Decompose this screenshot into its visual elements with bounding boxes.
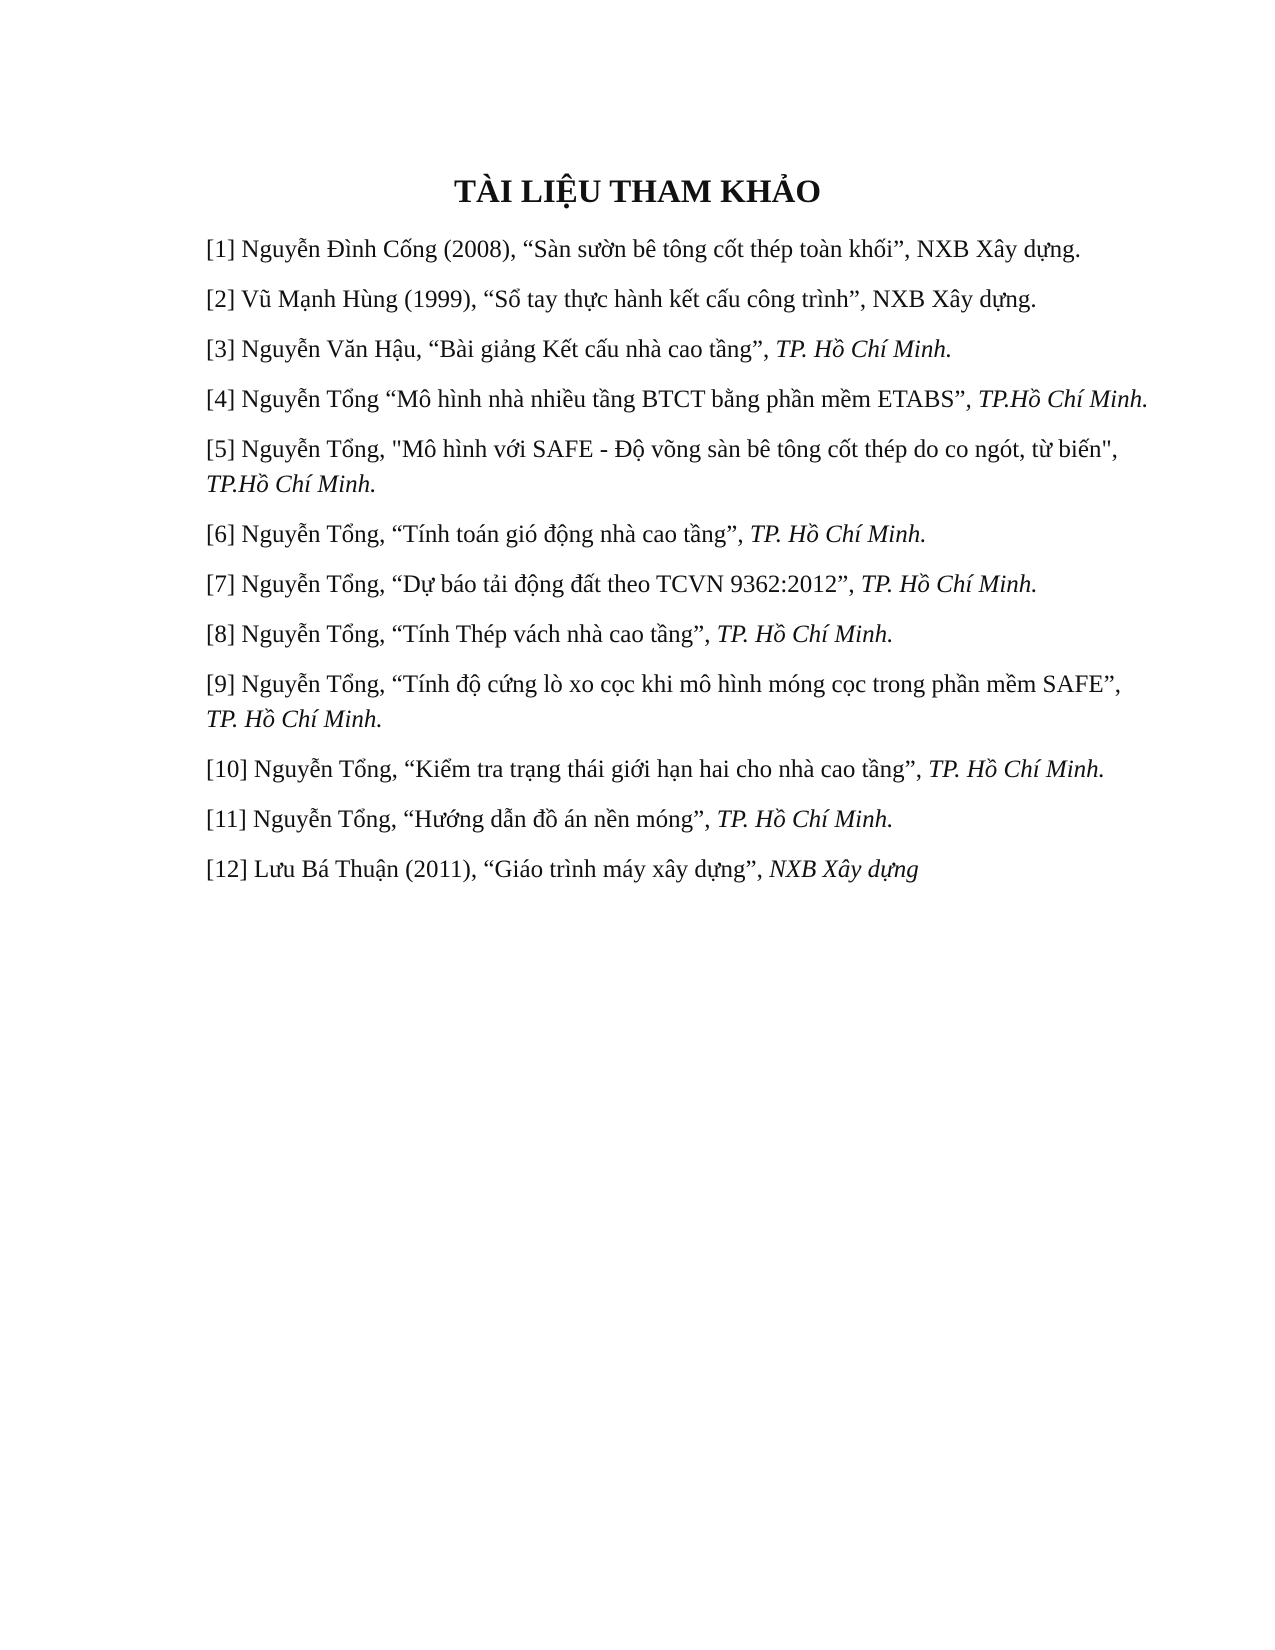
reference-text: [11] Nguyễn Tổng, “Hướng dẫn đồ án nền móng”, (206, 806, 717, 833)
reference-item (206, 802, 1151, 837)
reference-item (206, 852, 1151, 887)
reference-item (206, 567, 1151, 602)
reference-item (206, 282, 1151, 317)
reference-item (206, 382, 1151, 417)
reference-italic: NXB Xây dựng (769, 856, 919, 883)
reference-italic: TP. Hồ Chí Minh. (716, 806, 894, 833)
reference-item (206, 432, 1151, 502)
reference-italic: TP. Hồ Chí Minh. (928, 756, 1105, 783)
reference-item (206, 332, 1151, 367)
reference-text: [8] Nguyễn Tổng, “Tính Thép vách nhà cao tầng”, (206, 621, 717, 648)
reference-italic: TP. Hồ Chí Minh. (716, 621, 894, 648)
reference-italic: TP. Hồ Chí Minh. (775, 336, 953, 363)
reference-item (206, 667, 1151, 737)
reference-text: [3] Nguyễn Văn Hậu, “Bài giảng Kết cấu nhà cao tầng”, (206, 336, 776, 363)
reference-item (206, 232, 1151, 267)
reference-text: [1] Nguyễn Đình Cống (2008), “Sàn sườn bê tông cốt thép toàn khối”, NXB Xây dựng. (206, 236, 1081, 263)
reference-italic: TP.Hồ Chí Minh. (206, 471, 377, 498)
reference-italic: TP. Hồ Chí Minh. (749, 521, 927, 548)
reference-italic: TP. Hồ Chí Minh. (206, 706, 383, 733)
reference-item (206, 617, 1151, 652)
reference-text: [9] Nguyễn Tổng, “Tính độ cứng lò xo cọc khi mô hình móng cọc trong phần mềm SAFE”, (206, 671, 1122, 698)
reference-text: [2] Vũ Mạnh Hùng (1999), “Sổ tay thực hành kết cấu công trình”, NXB Xây dựng. (206, 286, 1037, 313)
reference-text: [6] Nguyễn Tổng, “Tính toán gió động nhà cao tầng”, (206, 521, 750, 548)
reference-text: [10] Nguyễn Tổng, “Kiểm tra trạng thái giới hạn hai cho nhà cao tầng”, (206, 756, 929, 783)
reference-text: [12] Lưu Bá Thuận (2011), “Giáo trình máy xây dựng”, (206, 856, 770, 883)
page-title: TÀI LIỆU THAM KHẢO (453, 174, 822, 210)
reference-item (206, 752, 1151, 787)
reference-text: [5] Nguyễn Tổng, "Mô hình với SAFE - Độ võng sàn bê tông cốt thép do co ngót, từ biến", (206, 436, 1118, 463)
reference-text: [4] Nguyễn Tổng “Mô hình nhà nhiều tầng BTCT bằng phần mềm ETABS” (206, 386, 966, 413)
reference-italic: TP. Hồ Chí Minh. (860, 571, 1038, 598)
reference-italic: , TP.Hồ Chí Minh. (965, 386, 1149, 413)
reference-text: [7] Nguyễn Tổng, “Dự báo tải động đất theo TCVN 9362:2012”, (206, 571, 861, 598)
reference-item (206, 517, 1151, 552)
reference-list (206, 232, 1151, 902)
